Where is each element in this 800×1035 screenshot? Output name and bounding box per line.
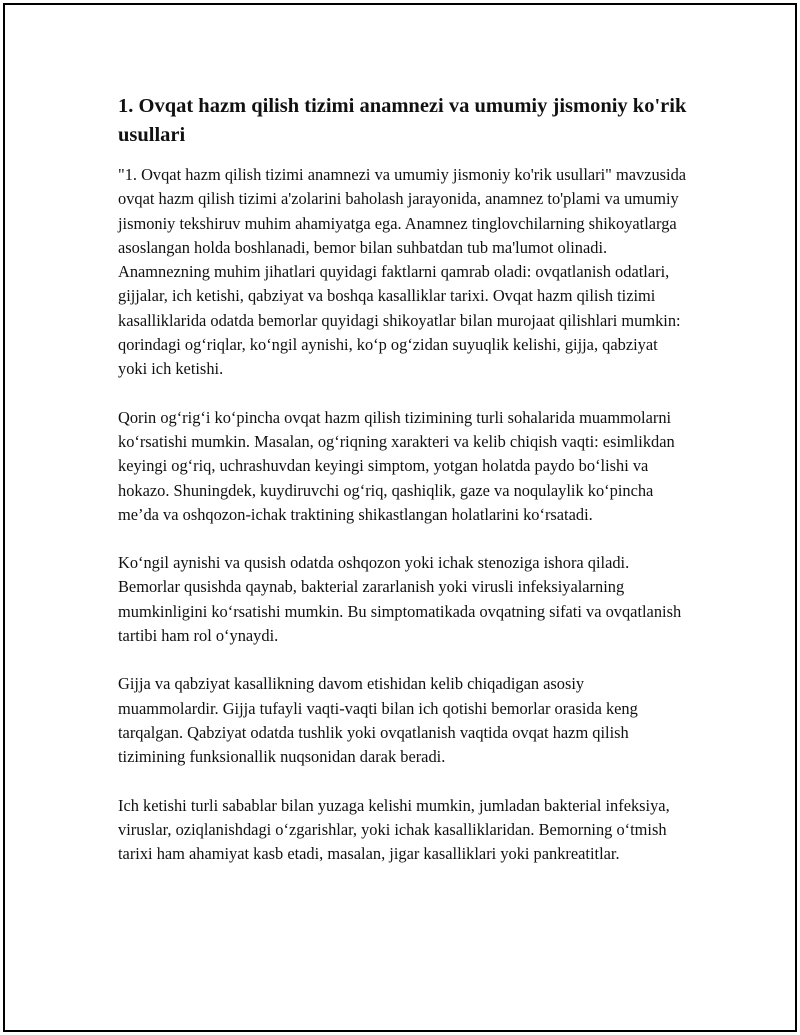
paragraph-5: Ich ketishi turli sabablar bilan yuzaga kelishi mumkin, jumladan bakterial infeksiya, viruslar, oziqlanishdagi o‘zgarishlar, yoki ichak kasalliklaridan. Bemorning o‘tmish tarixi ham ahamiyat kasb etadi, masalan, jigar kasalliklari yoki pankreatitlar. bbox=[118, 795, 670, 864]
paragraph-4: Gijja va qabziyat kasallikning davom etishidan kelib chiqadigan asosiy muammolardir. Gijja tufayli vaqti-vaqti bilan ich qotishi bemorlar orasida keng tarqalgan. Qabziyat odatda tushlik yoki ovqatlanish vaqtida ovqat hazm qilish tizimining funksionallik nuqsonidan darak beradi. bbox=[118, 674, 638, 767]
paragraph-1: "1. Ovqat hazm qilish tizimi anamnezi va umumiy jismoniy ko'rik usullari" mavzusida ovqat hazm qilish tizimi a'zolarini baholash jarayonida, anamnez to'plami va umumiy jismoniy tekshiruv muhim ahamiyatga ega. Anamnez tinglovchilarning shikoyatlarga asoslangan holda boshlanadi, bemor bilan suhbatdan tub ma'lumot olinadi. Anamnezning muhim jihatlari quyidagi faktlarni qamrab oladi: ovqatlanish odatlari, gijjalar, ich ketishi, qabziyat va boshqa kasalliklar tarixi. Ovqat hazm qilish tizimi kasalliklarida odatda bemorlar quyidagi shikoyatlar bilan murojaat qilishlari mumkin: qorindagi og‘riqlar, ko‘ngil aynishi, ko‘p og‘zidan suyuqlik kelishi, gijja, qabziyat yoki ich ketishi. bbox=[118, 165, 687, 379]
paragraph-3: Ko‘ngil aynishi va qusish odatda oshqozon yoki ichak stenoziga ishora qiladi. Bemorlar qusishda qaynab, bakterial zararlanish yoki virusli infeksiyalarning mumkinligini ko‘rsatishi mumkin. Bu simptomatikada ovqatning sifati va ovqatlanish tartibi ham rol o‘ynaydi. bbox=[118, 553, 682, 646]
paragraph-2: Qorin og‘rig‘i ko‘pincha ovqat hazm qilish tizimining turli sohalarida muammolarni ko‘rsatishi mumkin. Masalan, og‘riqning xarakteri va kelib chiqish vaqti: esimlikdan keyingi og‘riq, uchrashuvdan keyingi simptom, yotgan holatda paydo bo‘lishi va hokazo. Shuningdek, kuydiruvchi og‘riq, qashiqlik, gaze va noqulaylik ko‘pincha me’da va oshqozon-ichak traktining shikastlangan holatlarini ko‘rsatadi. bbox=[118, 407, 675, 524]
document-body bbox=[118, 92, 688, 890]
document-title: 1. Ovqat hazm qilish tizimi anamnezi va umumiy jismoniy ko'rik usullari bbox=[118, 95, 687, 146]
